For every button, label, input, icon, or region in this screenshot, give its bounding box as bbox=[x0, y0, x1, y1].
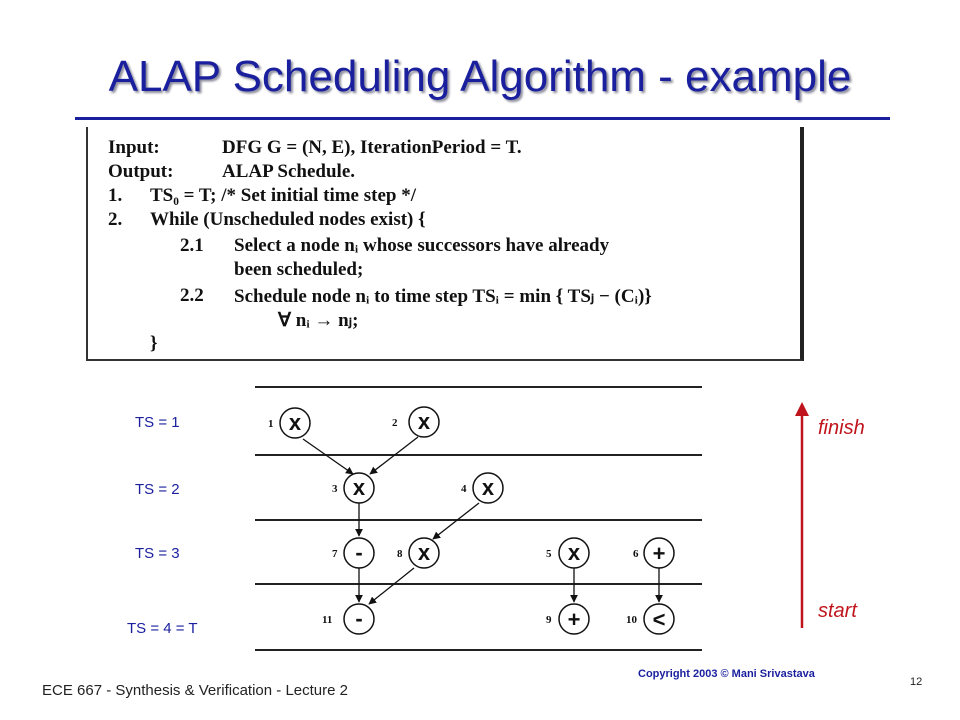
node-7-op: - bbox=[355, 540, 363, 565]
ts-label-1: TS = 1 bbox=[135, 414, 180, 431]
ts-label-2: TS = 2 bbox=[135, 481, 180, 498]
input-text: DFG G = (N, E), IterationPeriod = T. bbox=[222, 137, 522, 158]
dfg-diagram bbox=[250, 378, 720, 658]
course-footer: ECE 667 - Synthesis & Verification - Lecture 2 bbox=[42, 682, 348, 699]
step1-num: 1. bbox=[108, 185, 123, 206]
output-text: ALAP Schedule. bbox=[222, 161, 356, 182]
step22-text-cont: ∀ nᵢ → nⱼ; bbox=[278, 310, 359, 331]
close-brace: } bbox=[150, 333, 158, 354]
node-10-op: < bbox=[652, 607, 666, 632]
step2-text: While (Unscheduled nodes exist) { bbox=[150, 209, 426, 230]
step22-text: Schedule node nᵢ to time step TSᵢ = min { TSⱼ − (Cᵢ)} bbox=[234, 286, 652, 307]
node-11-id: 11 bbox=[322, 614, 333, 626]
node-7 bbox=[332, 538, 374, 568]
start-label: start bbox=[818, 600, 857, 622]
node-7-id: 7 bbox=[332, 548, 338, 560]
finish-arrow bbox=[790, 400, 814, 632]
node-8-id: 8 bbox=[397, 548, 403, 560]
node-1-op: x bbox=[288, 410, 302, 435]
node-9 bbox=[546, 604, 589, 634]
edge-8-11 bbox=[369, 568, 414, 604]
node-5-id: 5 bbox=[546, 548, 552, 560]
step2-num: 2. bbox=[108, 209, 123, 230]
page-number: 12 bbox=[910, 676, 923, 688]
node-5-op: x bbox=[567, 540, 581, 565]
node-8 bbox=[397, 538, 439, 568]
node-5 bbox=[546, 538, 589, 568]
node-1-id: 1 bbox=[268, 418, 274, 430]
node-3-id: 3 bbox=[332, 483, 338, 495]
step22-num: 2.2 bbox=[180, 285, 204, 306]
node-11-op: - bbox=[355, 606, 363, 631]
node-6 bbox=[633, 538, 674, 568]
title-underline bbox=[75, 117, 890, 120]
slide-title: ALAP Scheduling Algorithm - example bbox=[108, 52, 852, 101]
node-10 bbox=[626, 604, 674, 634]
algorithm-box bbox=[86, 127, 804, 361]
input-label: Input: bbox=[108, 137, 160, 158]
node-11 bbox=[322, 604, 374, 634]
node-9-op: + bbox=[567, 607, 581, 632]
node-6-op: + bbox=[652, 541, 666, 566]
copyright-footer: Copyright 2003 © Mani Srivastava bbox=[638, 668, 815, 680]
ts-label-4: TS = 4 = T bbox=[127, 620, 198, 637]
node-1 bbox=[268, 408, 310, 438]
step21-text: Select a node nᵢ whose successors have already bbox=[234, 235, 610, 256]
step1-text: TS₀ = T; /* Set initial time step */ bbox=[150, 185, 416, 206]
node-2-id: 2 bbox=[392, 417, 398, 429]
node-3 bbox=[332, 473, 374, 503]
node-6-id: 6 bbox=[633, 548, 639, 560]
step21-text-cont: been scheduled; bbox=[234, 259, 364, 280]
node-9-id: 9 bbox=[546, 614, 552, 626]
node-2-op: x bbox=[417, 409, 431, 434]
output-label: Output: bbox=[108, 161, 174, 182]
node-4-id: 4 bbox=[461, 483, 467, 495]
edge-1-3 bbox=[303, 439, 353, 474]
node-4 bbox=[461, 473, 503, 503]
node-3-op: x bbox=[352, 475, 366, 500]
finish-label: finish bbox=[818, 417, 865, 439]
step21-num: 2.1 bbox=[180, 235, 204, 256]
node-10-id: 10 bbox=[626, 614, 637, 626]
ts-label-3: TS = 3 bbox=[135, 545, 180, 562]
node-4-op: x bbox=[481, 475, 495, 500]
node-2 bbox=[392, 407, 439, 437]
node-8-op: x bbox=[417, 540, 431, 565]
